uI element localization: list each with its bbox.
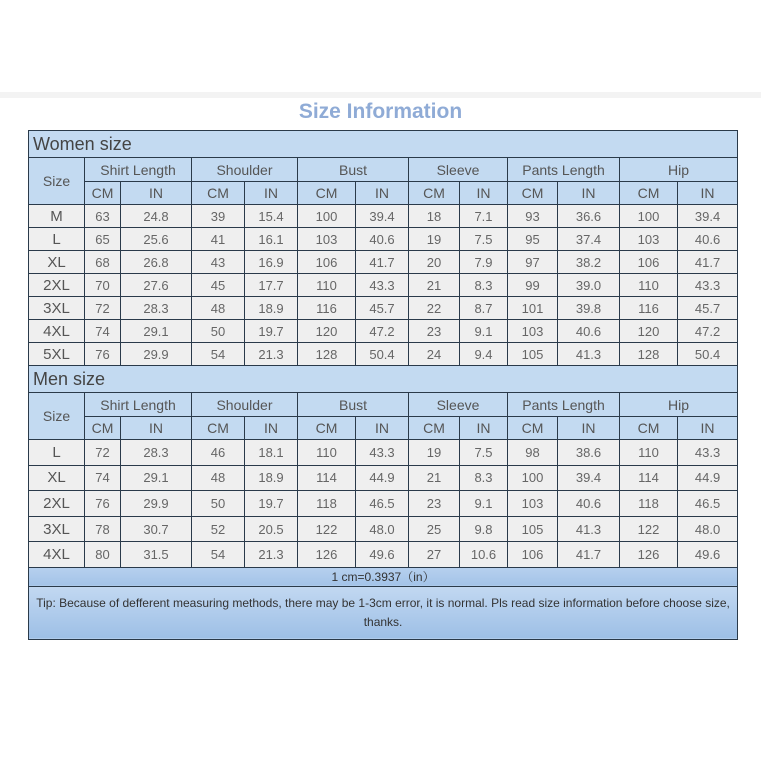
cm-header: CM — [192, 417, 245, 440]
value-cell: 110 — [620, 440, 678, 466]
value-cell: 50.4 — [356, 343, 409, 366]
value-cell: 41.7 — [558, 542, 620, 568]
table-row — [29, 343, 738, 366]
value-cell: 93 — [508, 205, 558, 228]
value-cell: 20.5 — [245, 516, 298, 542]
page-title: Size Information — [298, 100, 463, 123]
value-cell: 24.8 — [121, 205, 192, 228]
top-band — [0, 92, 761, 98]
value-cell: 46 — [192, 440, 245, 466]
value-cell: 19 — [409, 440, 460, 466]
group-header-row — [29, 158, 738, 182]
value-cell: 21 — [409, 465, 460, 491]
value-cell: 8.7 — [460, 297, 508, 320]
value-cell: 100 — [298, 205, 356, 228]
value-cell: 128 — [620, 343, 678, 366]
value-cell: 72 — [85, 297, 121, 320]
table-row — [29, 274, 738, 297]
section-title: Women size — [29, 131, 738, 158]
value-cell: 38.6 — [558, 440, 620, 466]
value-cell: 43 — [192, 251, 245, 274]
in-header: IN — [678, 182, 738, 205]
value-cell: 43.3 — [678, 440, 738, 466]
value-cell: 9.1 — [460, 320, 508, 343]
value-cell: 100 — [620, 205, 678, 228]
value-cell: 48.0 — [678, 516, 738, 542]
size-cell: M — [29, 205, 85, 228]
value-cell: 99 — [508, 274, 558, 297]
table-row — [29, 205, 738, 228]
value-cell: 103 — [620, 228, 678, 251]
value-cell: 103 — [508, 491, 558, 517]
value-cell: 43.3 — [356, 440, 409, 466]
value-cell: 8.3 — [460, 274, 508, 297]
group-header: Shirt Length — [85, 393, 192, 417]
size-cell: 3XL — [29, 516, 85, 542]
value-cell: 110 — [298, 274, 356, 297]
value-cell: 38.2 — [558, 251, 620, 274]
table-row — [29, 491, 738, 517]
value-cell: 36.6 — [558, 205, 620, 228]
value-cell: 103 — [298, 228, 356, 251]
value-cell: 9.8 — [460, 516, 508, 542]
table-row — [29, 542, 738, 568]
value-cell: 7.5 — [460, 440, 508, 466]
value-cell: 54 — [192, 542, 245, 568]
value-cell: 50 — [192, 320, 245, 343]
cm-header: CM — [192, 182, 245, 205]
value-cell: 39.4 — [558, 465, 620, 491]
value-cell: 48 — [192, 297, 245, 320]
size-cell: 3XL — [29, 297, 85, 320]
group-header: Shirt Length — [85, 158, 192, 182]
value-cell: 25 — [409, 516, 460, 542]
size-table — [28, 130, 738, 640]
value-cell: 39 — [192, 205, 245, 228]
value-cell: 120 — [298, 320, 356, 343]
value-cell: 49.6 — [356, 542, 409, 568]
value-cell: 106 — [508, 542, 558, 568]
value-cell: 19.7 — [245, 491, 298, 517]
value-cell: 28.3 — [121, 297, 192, 320]
value-cell: 45.7 — [356, 297, 409, 320]
value-cell: 21 — [409, 274, 460, 297]
cm-header: CM — [85, 182, 121, 205]
value-cell: 7.1 — [460, 205, 508, 228]
value-cell: 47.2 — [678, 320, 738, 343]
value-cell: 48.0 — [356, 516, 409, 542]
size-cell: XL — [29, 251, 85, 274]
size-cell: 2XL — [29, 274, 85, 297]
value-cell: 9.4 — [460, 343, 508, 366]
group-header: Bust — [298, 158, 409, 182]
cm-header: CM — [508, 182, 558, 205]
size-cell: L — [29, 228, 85, 251]
value-cell: 37.4 — [558, 228, 620, 251]
value-cell: 25.6 — [121, 228, 192, 251]
group-header: Hip — [620, 393, 738, 417]
table-row — [29, 251, 738, 274]
value-cell: 105 — [508, 516, 558, 542]
value-cell: 23 — [409, 320, 460, 343]
value-cell: 54 — [192, 343, 245, 366]
value-cell: 128 — [298, 343, 356, 366]
in-header: IN — [121, 417, 192, 440]
group-header: Sleeve — [409, 393, 508, 417]
men-section-header — [29, 366, 738, 393]
value-cell: 103 — [508, 320, 558, 343]
value-cell: 110 — [298, 440, 356, 466]
value-cell: 118 — [298, 491, 356, 517]
value-cell: 105 — [508, 343, 558, 366]
value-cell: 30.7 — [121, 516, 192, 542]
group-header: Shoulder — [192, 393, 298, 417]
value-cell: 43.3 — [356, 274, 409, 297]
value-cell: 19.7 — [245, 320, 298, 343]
table-row — [29, 516, 738, 542]
value-cell: 40.6 — [558, 320, 620, 343]
value-cell: 100 — [508, 465, 558, 491]
table-row — [29, 320, 738, 343]
value-cell: 31.5 — [121, 542, 192, 568]
table-row — [29, 297, 738, 320]
value-cell: 40.6 — [558, 491, 620, 517]
size-cell: 4XL — [29, 320, 85, 343]
value-cell: 110 — [620, 274, 678, 297]
table-row — [29, 228, 738, 251]
unit-header-row — [29, 417, 738, 440]
size-cell: 5XL — [29, 343, 85, 366]
value-cell: 120 — [620, 320, 678, 343]
value-cell: 41 — [192, 228, 245, 251]
size-cell: L — [29, 440, 85, 466]
value-cell: 39.4 — [356, 205, 409, 228]
value-cell: 50.4 — [678, 343, 738, 366]
value-cell: 18 — [409, 205, 460, 228]
in-header: IN — [460, 417, 508, 440]
value-cell: 21.3 — [245, 343, 298, 366]
value-cell: 63 — [85, 205, 121, 228]
cm-header: CM — [298, 417, 356, 440]
in-header: IN — [558, 417, 620, 440]
value-cell: 19 — [409, 228, 460, 251]
value-cell: 29.9 — [121, 491, 192, 517]
value-cell: 18.9 — [245, 465, 298, 491]
value-cell: 20 — [409, 251, 460, 274]
value-cell: 39.4 — [678, 205, 738, 228]
in-header: IN — [460, 182, 508, 205]
value-cell: 116 — [620, 297, 678, 320]
value-cell: 27.6 — [121, 274, 192, 297]
value-cell: 72 — [85, 440, 121, 466]
value-cell: 106 — [298, 251, 356, 274]
conversion-note: 1 cm=0.3937（in） — [29, 567, 738, 586]
value-cell: 65 — [85, 228, 121, 251]
cm-header: CM — [620, 182, 678, 205]
value-cell: 29.1 — [121, 320, 192, 343]
value-cell: 126 — [298, 542, 356, 568]
group-header: Shoulder — [192, 158, 298, 182]
value-cell: 114 — [620, 465, 678, 491]
value-cell: 76 — [85, 343, 121, 366]
value-cell: 39.8 — [558, 297, 620, 320]
in-header: IN — [678, 417, 738, 440]
cm-header: CM — [409, 182, 460, 205]
group-header: Pants Length — [508, 393, 620, 417]
conversion-row — [29, 567, 738, 586]
value-cell: 41.7 — [356, 251, 409, 274]
size-header: Size — [29, 158, 85, 205]
value-cell: 41.3 — [558, 516, 620, 542]
value-cell: 122 — [620, 516, 678, 542]
value-cell: 101 — [508, 297, 558, 320]
value-cell: 118 — [620, 491, 678, 517]
value-cell: 16.9 — [245, 251, 298, 274]
tip-note: Tip: Because of defferent measuring methods, there may be 1-3cm error, it is normal. Pls read size information before choose size, thanks. — [29, 586, 738, 639]
value-cell: 45 — [192, 274, 245, 297]
value-cell: 126 — [620, 542, 678, 568]
value-cell: 46.5 — [678, 491, 738, 517]
in-header: IN — [121, 182, 192, 205]
value-cell: 74 — [85, 465, 121, 491]
value-cell: 47.2 — [356, 320, 409, 343]
value-cell: 44.9 — [678, 465, 738, 491]
value-cell: 16.1 — [245, 228, 298, 251]
in-header: IN — [245, 417, 298, 440]
value-cell: 46.5 — [356, 491, 409, 517]
value-cell: 29.1 — [121, 465, 192, 491]
value-cell: 41.3 — [558, 343, 620, 366]
value-cell: 98 — [508, 440, 558, 466]
size-cell: 2XL — [29, 491, 85, 517]
tip-row — [29, 586, 738, 639]
section-title: Men size — [29, 366, 738, 393]
table-row — [29, 465, 738, 491]
value-cell: 52 — [192, 516, 245, 542]
value-cell: 8.3 — [460, 465, 508, 491]
value-cell: 106 — [620, 251, 678, 274]
value-cell: 76 — [85, 491, 121, 517]
value-cell: 80 — [85, 542, 121, 568]
group-header: Hip — [620, 158, 738, 182]
group-header: Pants Length — [508, 158, 620, 182]
value-cell: 24 — [409, 343, 460, 366]
value-cell: 44.9 — [356, 465, 409, 491]
in-header: IN — [356, 417, 409, 440]
value-cell: 17.7 — [245, 274, 298, 297]
value-cell: 70 — [85, 274, 121, 297]
value-cell: 78 — [85, 516, 121, 542]
value-cell: 45.7 — [678, 297, 738, 320]
cm-header: CM — [85, 417, 121, 440]
value-cell: 40.6 — [678, 228, 738, 251]
value-cell: 23 — [409, 491, 460, 517]
women-section-header — [29, 131, 738, 158]
table-row — [29, 440, 738, 466]
value-cell: 21.3 — [245, 542, 298, 568]
value-cell: 122 — [298, 516, 356, 542]
size-header: Size — [29, 393, 85, 440]
value-cell: 114 — [298, 465, 356, 491]
value-cell: 49.6 — [678, 542, 738, 568]
value-cell: 22 — [409, 297, 460, 320]
group-header: Sleeve — [409, 158, 508, 182]
cm-header: CM — [298, 182, 356, 205]
value-cell: 95 — [508, 228, 558, 251]
value-cell: 15.4 — [245, 205, 298, 228]
value-cell: 97 — [508, 251, 558, 274]
value-cell: 68 — [85, 251, 121, 274]
cm-header: CM — [620, 417, 678, 440]
value-cell: 48 — [192, 465, 245, 491]
value-cell: 41.7 — [678, 251, 738, 274]
group-header: Bust — [298, 393, 409, 417]
size-cell: 4XL — [29, 542, 85, 568]
in-header: IN — [245, 182, 298, 205]
value-cell: 39.0 — [558, 274, 620, 297]
value-cell: 7.9 — [460, 251, 508, 274]
value-cell: 40.6 — [356, 228, 409, 251]
value-cell: 27 — [409, 542, 460, 568]
size-cell: XL — [29, 465, 85, 491]
in-header: IN — [356, 182, 409, 205]
cm-header: CM — [409, 417, 460, 440]
value-cell: 26.8 — [121, 251, 192, 274]
group-header-row — [29, 393, 738, 417]
in-header: IN — [558, 182, 620, 205]
value-cell: 18.9 — [245, 297, 298, 320]
cm-header: CM — [508, 417, 558, 440]
value-cell: 43.3 — [678, 274, 738, 297]
value-cell: 116 — [298, 297, 356, 320]
value-cell: 18.1 — [245, 440, 298, 466]
value-cell: 9.1 — [460, 491, 508, 517]
unit-header-row — [29, 182, 738, 205]
value-cell: 29.9 — [121, 343, 192, 366]
value-cell: 10.6 — [460, 542, 508, 568]
value-cell: 74 — [85, 320, 121, 343]
value-cell: 7.5 — [460, 228, 508, 251]
value-cell: 50 — [192, 491, 245, 517]
value-cell: 28.3 — [121, 440, 192, 466]
